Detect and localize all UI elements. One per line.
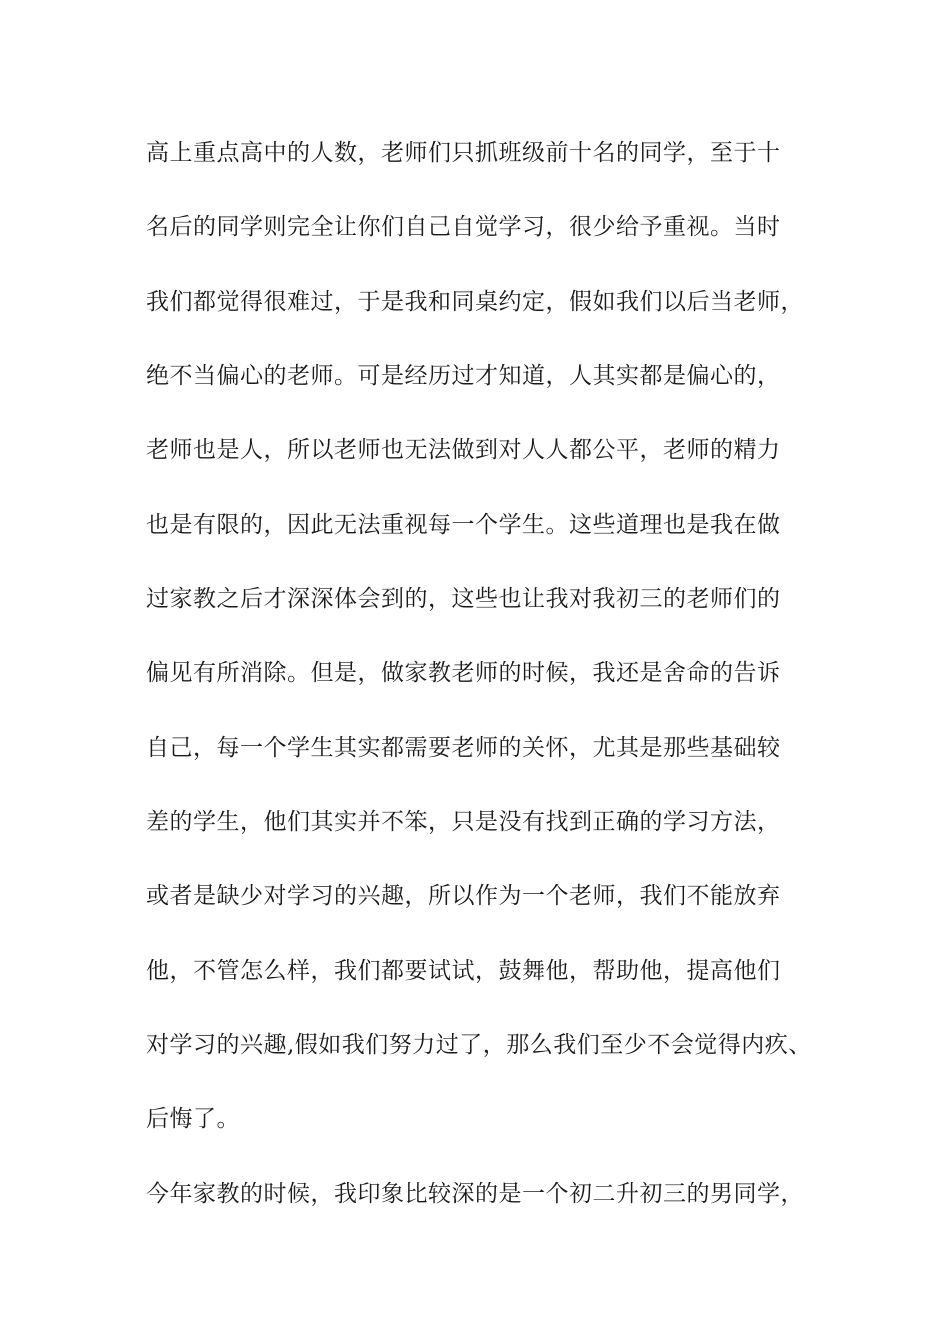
text-line: 也是有限的，因此无法重视每一个学生。这些道理也是我在做 [146, 512, 781, 538]
text-line: 今年家教的时候，我印象比较深的是一个初二升初三的男同学， [146, 1181, 804, 1207]
text-line: 或者是缺少对学习的兴趣，所以作为一个老师，我们不能放弃 [146, 883, 781, 909]
text-line: 我们都觉得很难过，于是我和同桌约定，假如我们以后当老师， [146, 289, 804, 315]
text-line: 后悔了。 [146, 1106, 240, 1132]
text-line: 绝不当偏心的老师。可是经历过才知道，人其实都是偏心的， [146, 363, 781, 389]
text-line: 名后的同学则完全让你们自己自觉学习，很少给予重视。当时 [146, 214, 781, 240]
text-line: 高上重点高中的人数，老师们只抓班级前十名的同学，至于十 [146, 140, 781, 166]
text-line: 自己，每一个学生其实都需要老师的关怀，尤其是那些基础较 [146, 735, 781, 761]
text-line: 老师也是人，所以老师也无法做到对人人都公平，老师的精力 [146, 437, 781, 463]
text-line: 差的学生，他们其实并不笨，只是没有找到正确的学习方法， [146, 809, 781, 835]
text-line: 他，不管怎么样，我们都要试试，鼓舞他，帮助他，提高他们 [146, 958, 781, 984]
text-line: 对学习的兴趣,假如我们努力过了，那么我们至少不会觉得内疚、 [146, 1032, 812, 1058]
text-line: 过家教之后才深深体会到的，这些也让我对我初三的老师们的 [146, 586, 781, 612]
text-line: 偏见有所消除。但是，做家教老师的时候，我还是舍命的告诉 [146, 660, 781, 686]
